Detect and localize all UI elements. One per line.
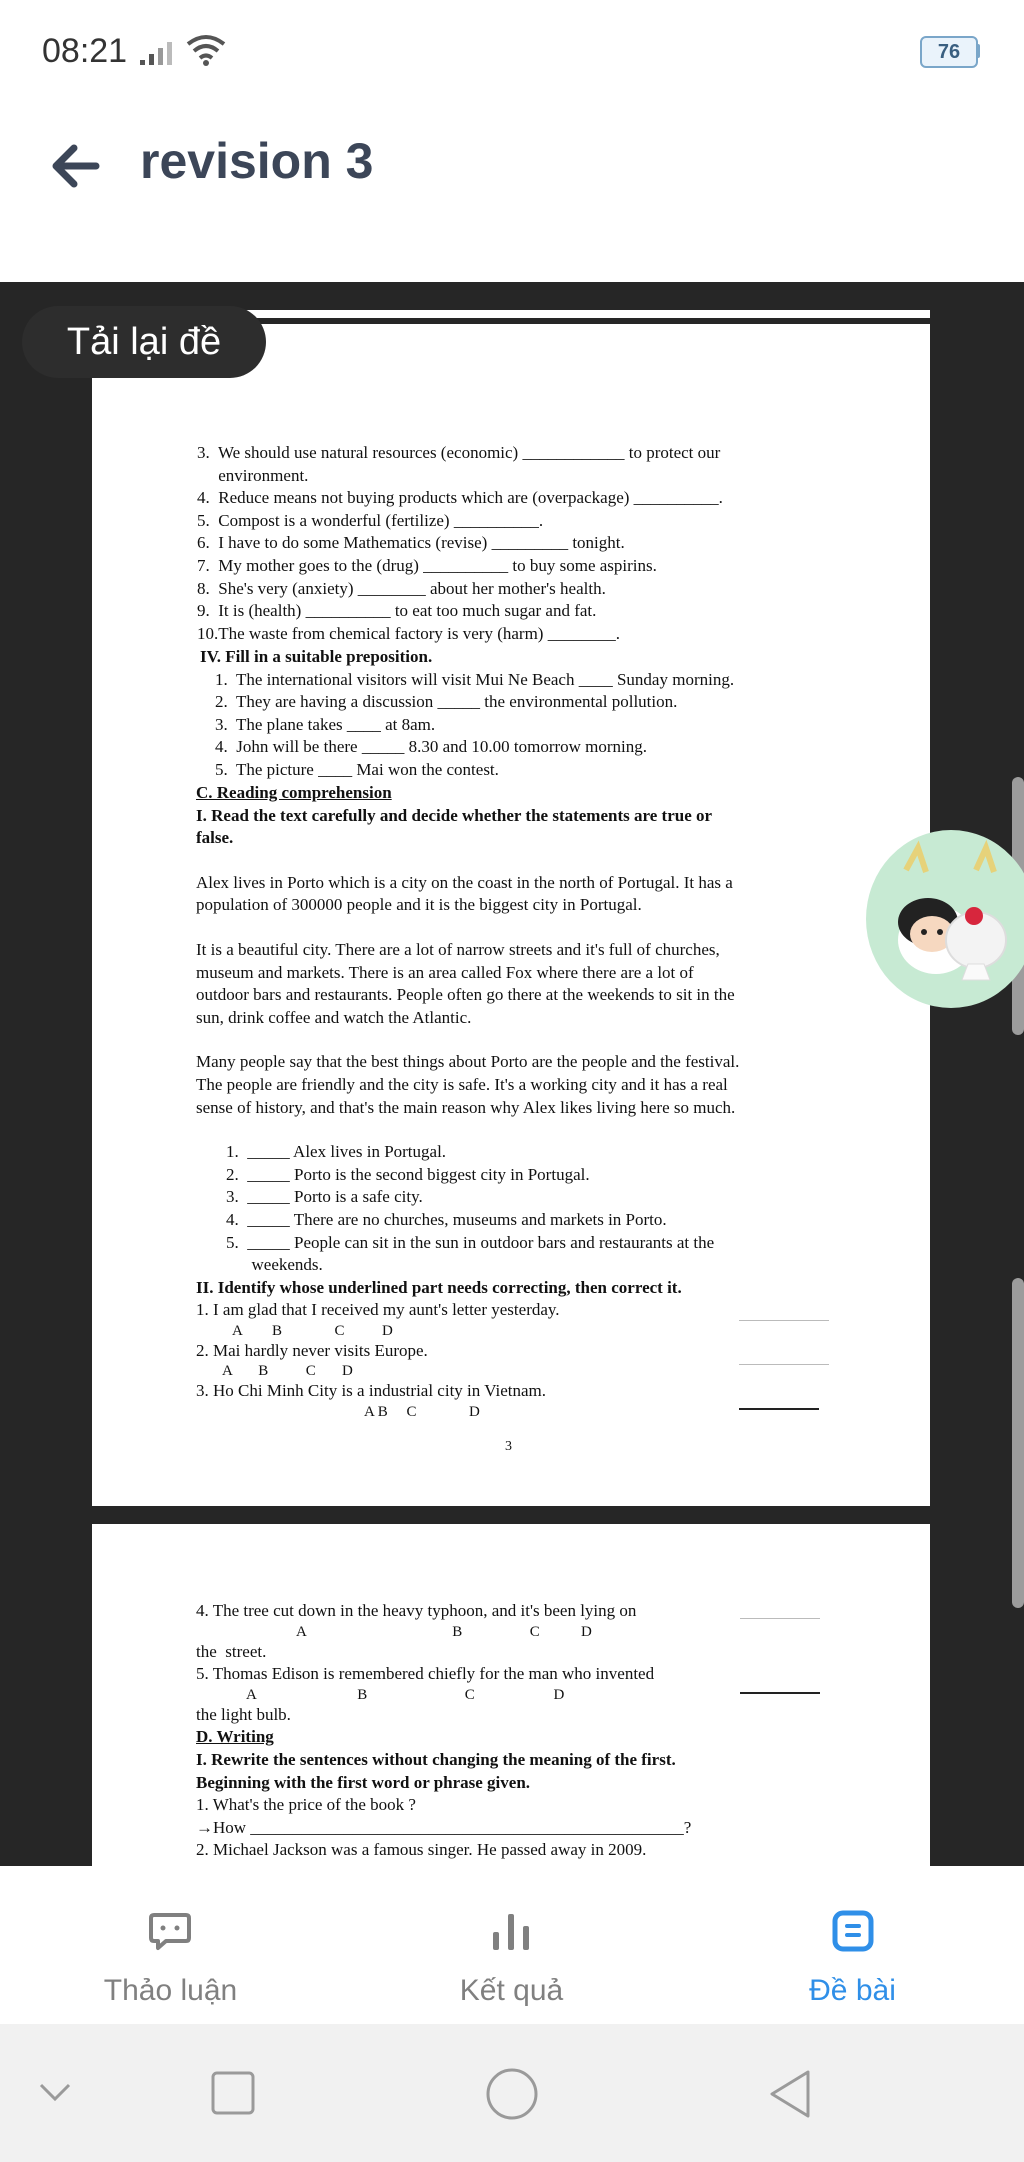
doc-line: 2. They are having a discussion _____ the environmental pollution. — [215, 692, 678, 712]
passage-line: It is a beautiful city. There are a lot of narrow streets and it's full of churches, — [196, 939, 720, 959]
floating-sticker-avatar[interactable] — [866, 830, 1024, 1008]
doc-line: 6. I have to do some Mathematics (revise) _________ tonight. — [197, 533, 625, 553]
doc-line: environment. — [197, 465, 309, 485]
answer-letters: A B C D — [246, 1686, 565, 1703]
identify-question-4: 4. The tree cut down in the heavy typhoon, and it's been lying on — [196, 1601, 637, 1620]
doc-line: the street. — [196, 1641, 267, 1661]
identify-question-3: 3. Ho Chi Minh City is a industrial city in Vietnam. — [196, 1381, 546, 1401]
document-page-3 — [92, 324, 930, 1506]
passage-line: Many people say that the best things about Porto are the people and the festival. — [196, 1052, 740, 1072]
bottom-tab-bar — [0, 1866, 1024, 2024]
passage-line: outdoor bars and restaurants. People often go there at the weekends to sit in the — [196, 985, 735, 1005]
tab-discussion[interactable] — [0, 1866, 341, 2024]
passage-line: The people are friendly and the city is safe. It's a working city and it has a real — [196, 1074, 728, 1094]
chat-icon — [148, 1912, 192, 1952]
passage-line: museum and markets. There is an area called Fox where there are a lot of — [196, 962, 694, 982]
writing-instruction: I. Rewrite the sentences without changing the meaning of the first. — [196, 1749, 676, 1769]
doc-line: 8. She's very (anxiety) ________ about her mother's health. — [197, 578, 606, 598]
answer-letters: A B C D — [364, 1404, 480, 1421]
statement: 2. _____ Porto is the second biggest city in Portugal. — [226, 1164, 590, 1184]
statement: 1. _____ Alex lives in Portugal. — [226, 1142, 447, 1162]
answer-blank — [740, 1618, 820, 1619]
reading-heading: C. Reading comprehension — [196, 783, 392, 802]
identify-question-1: 1. I am glad that I received my aunt's letter yesterday. — [196, 1300, 560, 1320]
battery-tip — [976, 44, 980, 58]
statement: 5. _____ People can sit in the sun in outdoor bars and restaurants at the — [226, 1232, 715, 1252]
scrollbar-track-segment[interactable] — [1012, 1278, 1024, 1608]
section-iv-title: IV. Fill in a suitable preposition. — [200, 647, 433, 666]
app-bar — [0, 100, 1024, 280]
tab-results-label: Kết quả — [459, 1974, 564, 2007]
status-bar — [0, 0, 1024, 100]
back-arrow-icon[interactable] — [48, 140, 104, 192]
answer-blank — [740, 1692, 820, 1694]
passage-line: sense of history, and that's the main reason why Alex likes living here so much. — [196, 1097, 736, 1117]
identify-question-2: 2. Mai hardly never visits Europe. — [196, 1340, 428, 1360]
doc-line: 4. John will be there _____ 8.30 and 10.00 tomorrow morning. — [215, 737, 648, 757]
identify-question-5: 5. Thomas Edison is remembered chiefly for the man who invented — [196, 1664, 655, 1684]
writing-question-2: 2. Michael Jackson was a famous singer. He passed away in 2009. — [196, 1840, 647, 1860]
passage-line: sun, drink coffee and watch the Atlantic. — [196, 1007, 472, 1027]
reading-instruction: I. Read the text carefully and decide whether the statements are true or — [196, 805, 713, 825]
reading-section — [196, 782, 739, 1421]
doc-line: 5. Compost is a wonderful (fertilize) __________. — [197, 510, 544, 530]
writing-instruction: Beginning with the first word or phrase given. — [196, 1772, 531, 1792]
doc-line: 7. My mother goes to the (drug) __________ to buy some aspirins. — [197, 555, 657, 575]
status-time: 08:21 — [42, 32, 128, 70]
recent-apps-icon[interactable] — [210, 2070, 256, 2116]
answer-letters: A B C D — [222, 1363, 353, 1380]
answer-blank — [739, 1320, 829, 1321]
back-nav-icon[interactable] — [766, 2068, 814, 2120]
tab-results[interactable] — [341, 1866, 682, 2024]
passage-line: Alex lives in Porto which is a city on the coast in the north of Portugal. It has a — [196, 872, 733, 892]
answer-blank — [739, 1364, 829, 1365]
identify-continued — [196, 1600, 691, 1862]
reload-exam-button[interactable]: Tải lại đề — [22, 306, 266, 378]
chevron-down-icon[interactable] — [38, 2080, 72, 2104]
battery-indicator: 76 — [920, 36, 978, 68]
document-icon — [832, 1910, 874, 1952]
answer-letters: A B C D — [232, 1322, 393, 1339]
exercise-word-form — [197, 442, 723, 645]
page-number: 3 — [505, 1439, 512, 1454]
document-viewer[interactable] — [0, 282, 1024, 1866]
statement: 4. _____ There are no churches, museums and markets in Porto. — [226, 1209, 667, 1229]
doc-line: the light bulb. — [196, 1704, 291, 1724]
reading-instruction: false. — [196, 828, 234, 848]
sticker-icon — [866, 830, 1024, 1008]
tab-exam[interactable] — [682, 1866, 1023, 2024]
answer-letters: A B C D — [296, 1623, 592, 1640]
identify-title: II. Identify whose underlined part needs correcting, then correct it. — [196, 1277, 682, 1297]
wifi-icon — [186, 34, 226, 66]
signal-icon — [140, 40, 176, 66]
home-icon[interactable] — [484, 2066, 540, 2122]
writing-question-1: 1. What's the price of the book ? — [196, 1795, 416, 1815]
tab-discussion-label: Thảo luận — [103, 1974, 238, 2007]
doc-line: 3. The plane takes ____ at 8am. — [215, 714, 436, 734]
doc-line: 5. The picture ____ Mai won the contest. — [215, 759, 499, 779]
doc-line: 3. We should use natural resources (economic) ____________ to protect our — [197, 443, 721, 462]
doc-line: 9. It is (health) __________ to eat too much sugar and fat. — [197, 601, 597, 621]
system-navigation-bar — [0, 2024, 1024, 2162]
statement: weekends. — [226, 1255, 323, 1275]
page-title: revision 3 — [140, 133, 374, 189]
doc-line: 10.The waste from chemical factory is very (harm) ________. — [197, 623, 620, 643]
tab-exam-label: Đề bài — [809, 1974, 896, 2007]
writing-heading: D. Writing — [196, 1727, 274, 1747]
section-iv — [200, 646, 734, 782]
doc-line: 4. Reduce means not buying products which are (overpackage) __________. — [197, 488, 723, 508]
writing-answer-line: →How ___________________________________________________? — [196, 1817, 692, 1837]
statement: 3. _____ Porto is a safe city. — [226, 1187, 423, 1207]
passage-line: population of 300000 people and it is the biggest city in Portugal. — [196, 895, 642, 915]
bar-chart-icon — [491, 1910, 531, 1952]
doc-line: 1. The international visitors will visit Mui Ne Beach ____ Sunday morning. — [215, 669, 735, 689]
answer-blank — [739, 1408, 819, 1410]
document-page-4 — [92, 1524, 930, 1866]
